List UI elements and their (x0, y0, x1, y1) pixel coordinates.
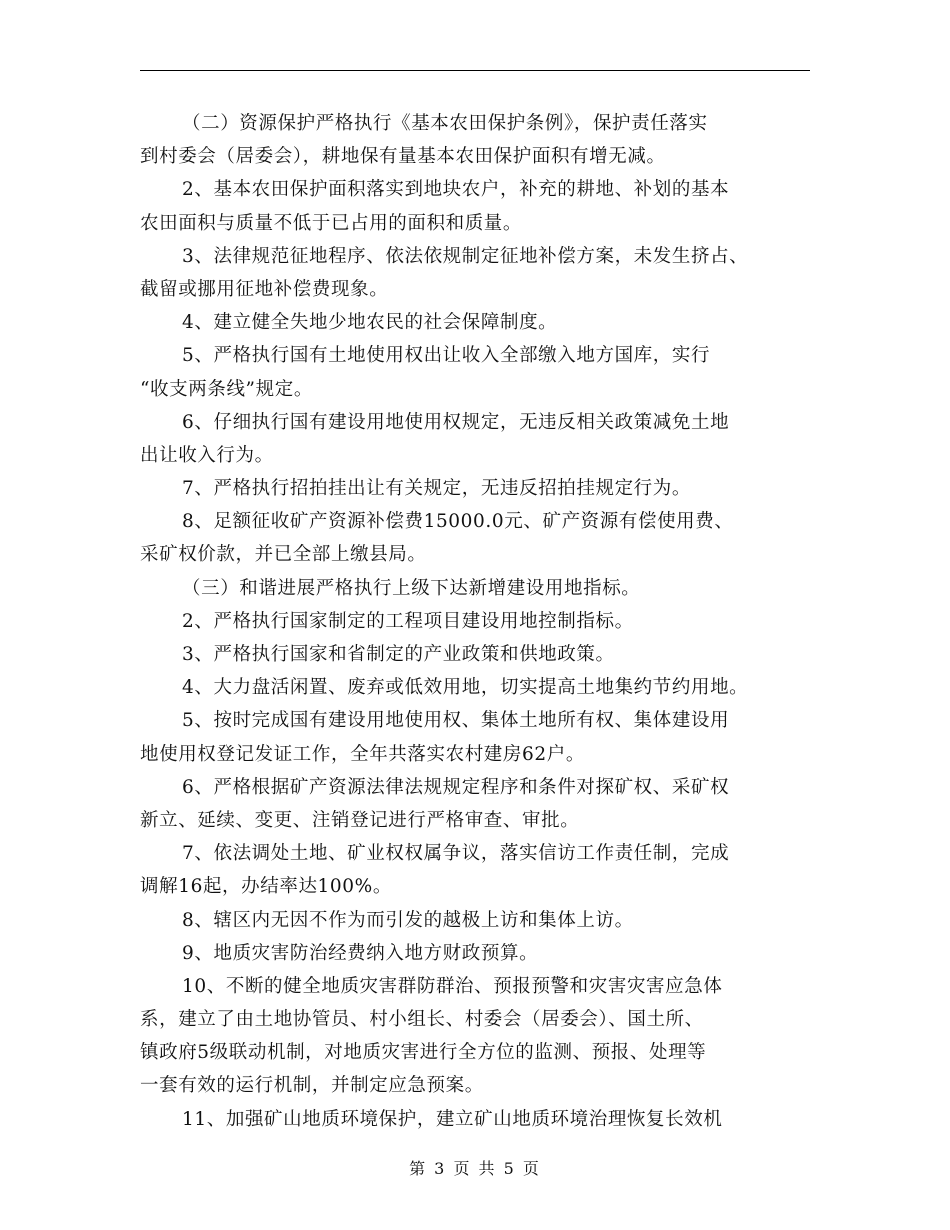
text-line: 4、大力盘活闲置、废弃或低效用地，切实提高土地集约节约用地。 (182, 677, 749, 699)
text-line: 5、严格执行国有土地使用权出让收入全部缴入地方国库，实行 (182, 345, 711, 367)
text-line: 出让收入行为。 (140, 444, 274, 466)
text-line: “收支两条线”规定。 (140, 378, 313, 400)
text-line: 10、不断的健全地质灾害群防群治、预报预警和灾害灾害应急体 (182, 975, 723, 997)
text-line: 2、基本农田保护面积落实到地块农户，补充的耕地、补划的基本 (182, 179, 730, 201)
text-line: 截留或挪用征地补偿费现象。 (140, 278, 389, 300)
document-body (140, 107, 820, 1136)
text-line: 一套有效的运行机制，并制定应急预案。 (140, 1075, 484, 1097)
text-line: 9、地质灾害防治经费纳入地方财政预算。 (182, 942, 539, 964)
text-line: 5、按时完成国有建设用地使用权、集体土地所有权、集体建设用 (182, 710, 730, 732)
text-line: 系，建立了由土地协管员、村小组长、村委会（居委会）、国土所、 (140, 1009, 704, 1031)
text-line: 7、依法调处土地、矿业权权属争议，落实信访工作责任制，完成 (182, 843, 730, 865)
text-line: 8、辖区内无因不作为而引发的越极上访和集体上访。 (182, 909, 634, 931)
text-line: 采矿权价款，并已全部上缴县局。 (140, 544, 427, 566)
text-line: 6、仔细执行国有建设用地使用权规定，无违反相关政策减免土地 (182, 411, 730, 433)
text-line: 到村委会（居委会），耕地保有量基本农田保护面积有增无减。 (140, 146, 666, 168)
text-line: 新立、延续、变更、注销登记进行严格审查、审批。 (140, 809, 580, 831)
text-line: 3、严格执行国家和省制定的产业政策和供地政策。 (182, 644, 615, 665)
text-line: 4、建立健全失地少地农民的社会保障制度。 (182, 312, 558, 334)
header-rule (140, 70, 810, 71)
text-line: （二）资源保护严格执行《基本农田保护条例》，保护责任落实 (182, 113, 708, 134)
text-line: 8、足额征收矿产资源补偿费15000.0元、矿产资源有偿使用费、 (182, 511, 734, 533)
text-line: 3、法律规范征地程序、依法依规制定征地补偿方案，未发生挤占、 (182, 245, 749, 267)
text-line: 7、严格执行招拍挂出让有关规定，无违反招拍挂规定行为。 (182, 478, 691, 500)
text-line: 农田面积与质量不低于已占用的面积和质量。 (140, 212, 523, 234)
text-line: 2、严格执行国家制定的工程项目建设用地控制指标。 (182, 610, 634, 632)
page-footer: 第 3 页 共 5 页 (409, 1159, 541, 1178)
text-line: 11、加强矿山地质环境保护，建立矿山地质环境治理恢复长效机 (182, 1108, 723, 1130)
text-line: 地使用权登记发证工作，全年共落实农村建房62户。 (140, 743, 585, 765)
text-line: 6、严格根据矿产资源法律法规规定程序和条件对探矿权、采矿权 (182, 776, 730, 798)
text-line: （三）和谐进展严格执行上级下达新增建设用地指标。 (182, 577, 641, 599)
text-line: 镇政府5级联动机制，对地质灾害进行全方位的监测、预报、处理等 (140, 1042, 707, 1064)
text-line: 调解16起，办结率达100%。 (140, 876, 392, 898)
